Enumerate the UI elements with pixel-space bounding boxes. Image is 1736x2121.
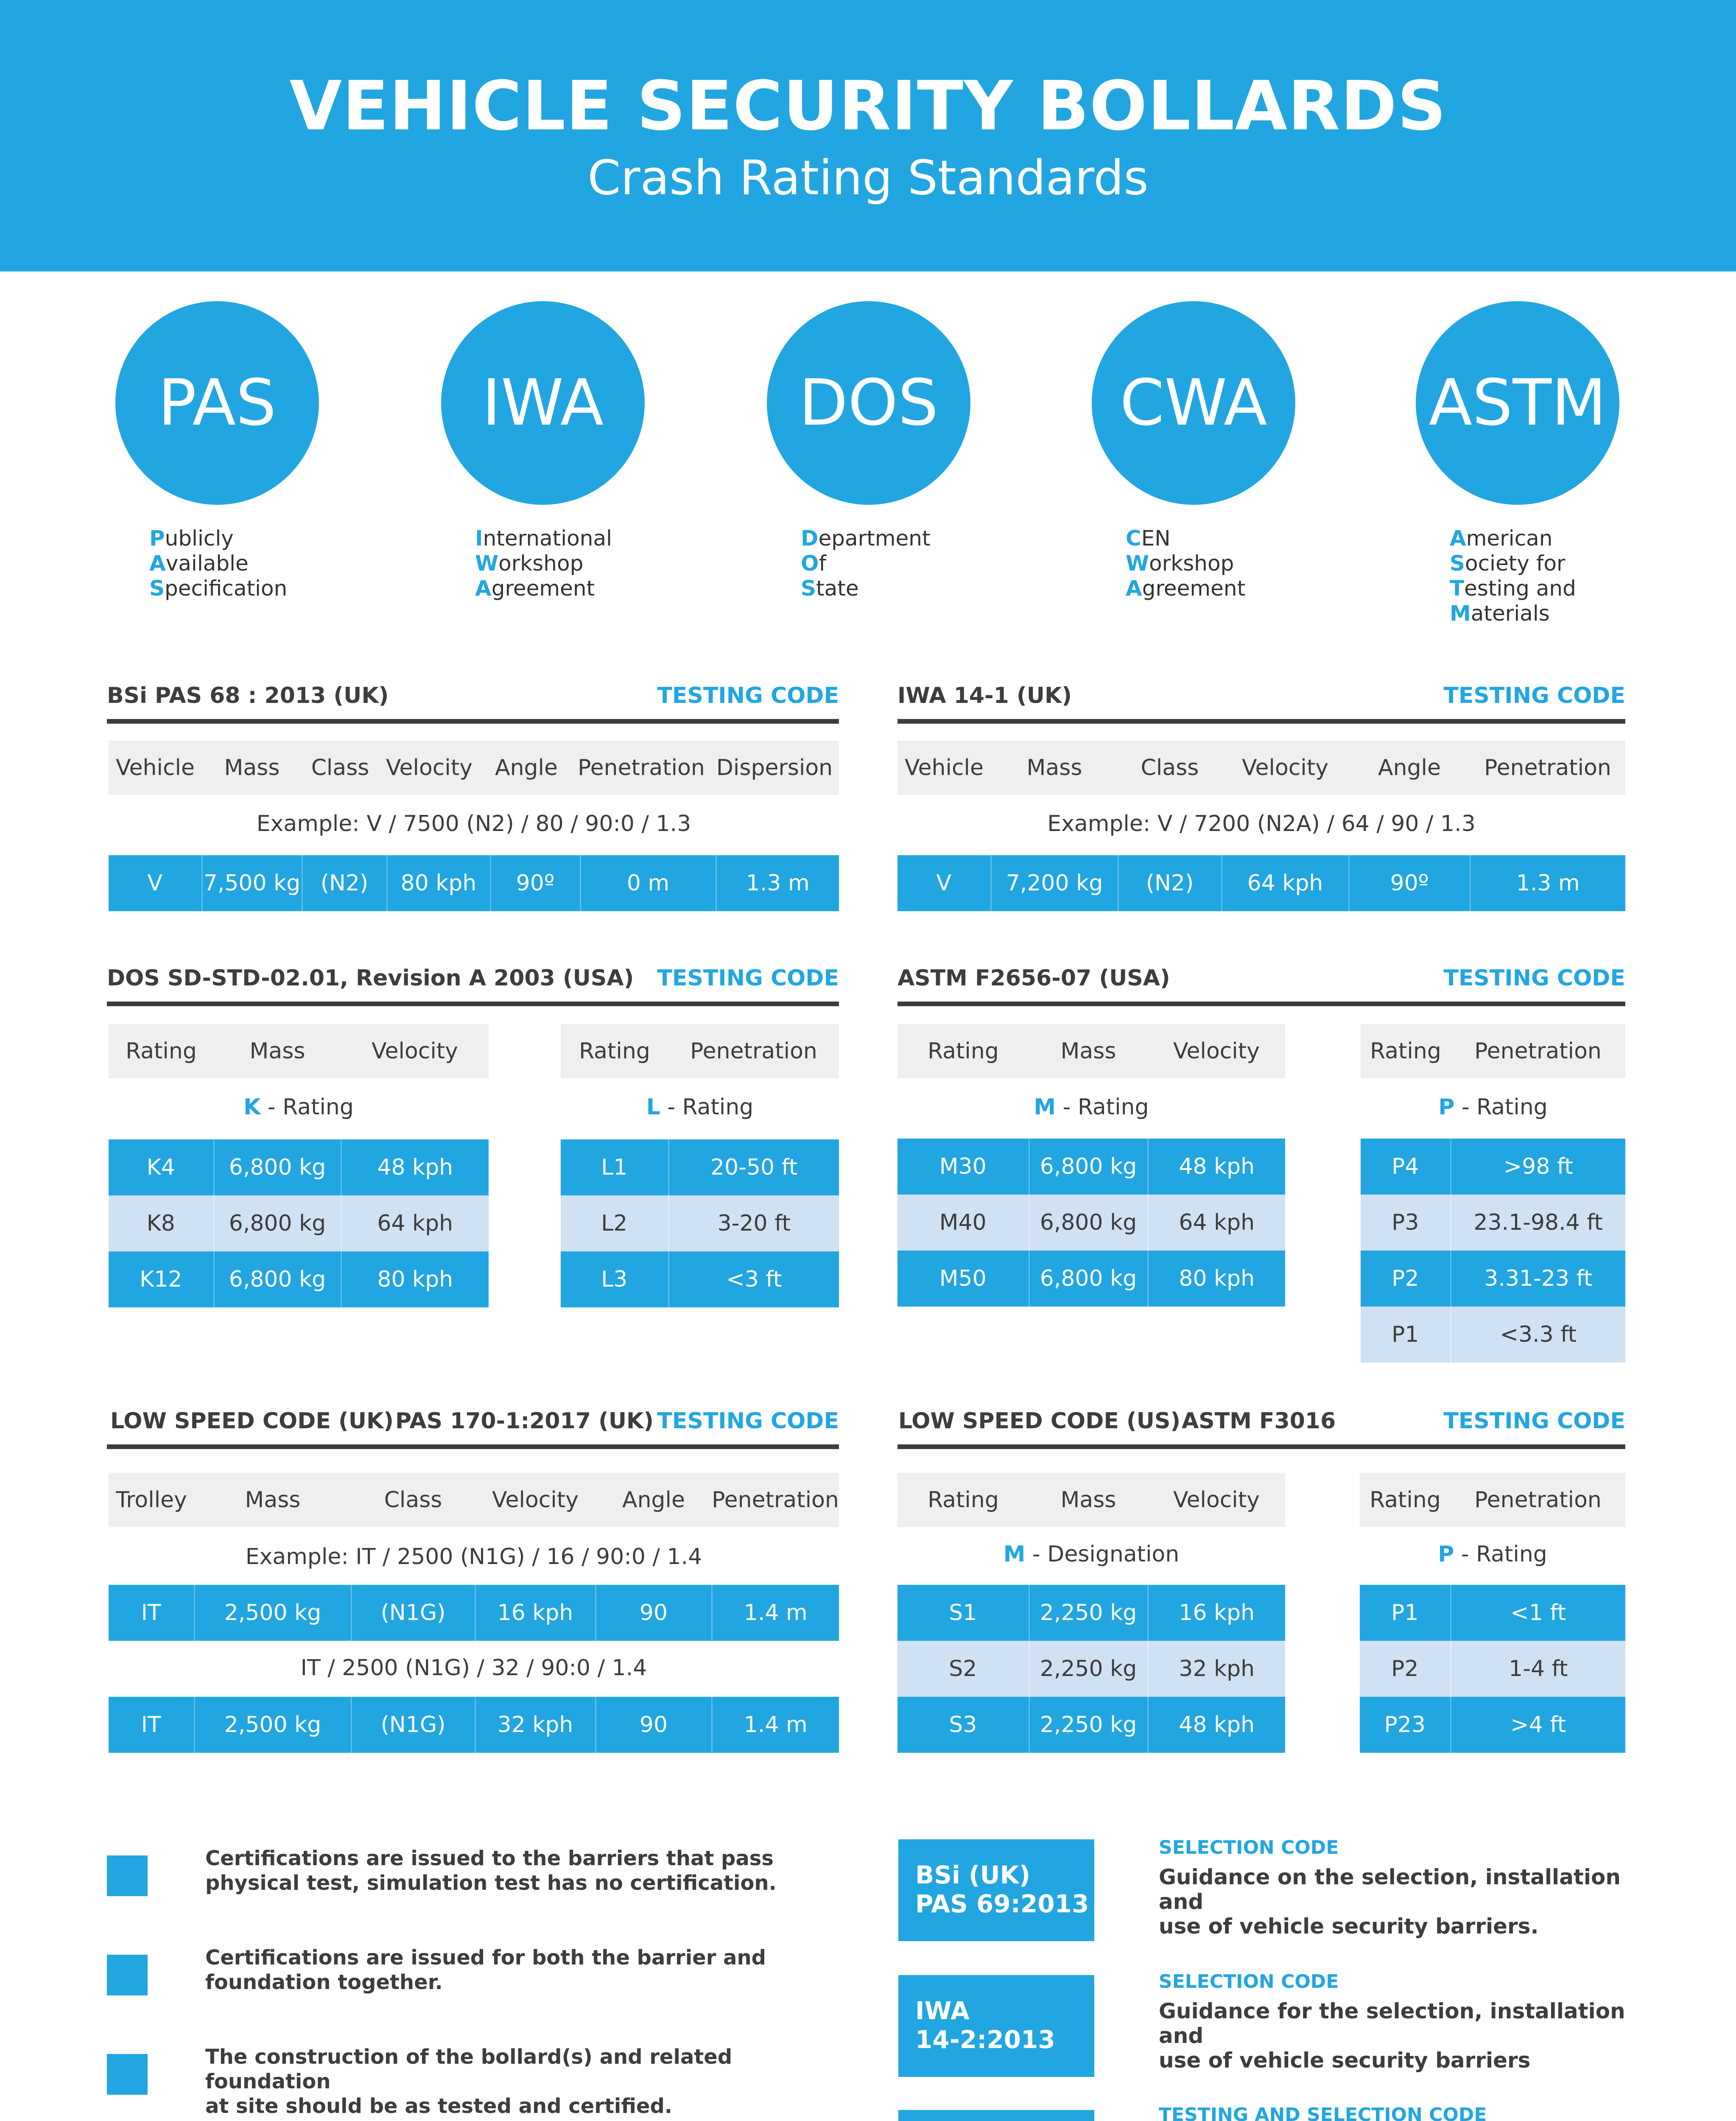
- note-bullet: [107, 2054, 148, 2095]
- table-cell: 80 kph: [387, 855, 490, 911]
- table-cell: P1: [1361, 1307, 1451, 1363]
- table-cell: P3: [1361, 1195, 1451, 1251]
- table-cell: 6,800 kg: [214, 1251, 341, 1307]
- ref-code-box: [898, 2110, 1094, 2121]
- column-header: Class: [302, 741, 378, 795]
- section-title: DOS SD-STD-02.01, Revision A 2003 (USA): [107, 965, 634, 991]
- iwa14-example-table: [897, 855, 1625, 911]
- table-cell: 1.3 m: [716, 855, 839, 911]
- table-cell: (N1G): [351, 1697, 475, 1753]
- table-cell: 32 kph: [475, 1697, 595, 1753]
- table-cell: 1-4 ft: [1451, 1641, 1625, 1697]
- table-cell: P23: [1360, 1697, 1451, 1753]
- standard-full-name: CEN Workshop Agreement: [1126, 526, 1246, 601]
- ref-code-label: SELECTION CODE: [1159, 1837, 1339, 1858]
- table-cell: M50: [897, 1251, 1029, 1307]
- table-cell: 6,800 kg: [1029, 1195, 1148, 1251]
- column-header: Velocity: [1148, 1473, 1285, 1527]
- standard-circle: ASTM: [1416, 301, 1619, 505]
- table-cell: 6,800 kg: [1029, 1251, 1148, 1307]
- table-row: [897, 1697, 1285, 1753]
- l-rating-label: L - Rating: [646, 1094, 754, 1120]
- column-header: Mass: [1029, 1473, 1148, 1527]
- p-rating-label: P - Rating: [1438, 1542, 1547, 1567]
- table-row: [897, 1641, 1285, 1697]
- table-row: [897, 855, 1625, 911]
- column-header: Rating: [897, 1024, 1029, 1078]
- column-header: Rating: [1361, 1024, 1451, 1078]
- table-cell: 20-50 ft: [668, 1139, 839, 1195]
- column-header: Mass: [214, 1024, 341, 1078]
- m-rating-label: M - Rating: [1034, 1094, 1149, 1120]
- ref-code-box: BSi (UK) PAS 69:2013: [898, 1839, 1094, 1941]
- note-text: Certifications are issued to the barriers that pass physical test, simulation test has no certification.: [205, 1847, 777, 1895]
- pas68-header-table: [109, 741, 839, 795]
- table-cell: <3 ft: [668, 1251, 839, 1307]
- note-text: The construction of the bollard(s) and related foundation at site should be as tested and certified.: [205, 2045, 732, 2118]
- standard-full-name: American Society for Testing and Materials: [1450, 526, 1576, 626]
- table-cell: S1: [897, 1585, 1029, 1641]
- table-cell: 2,500 kg: [194, 1585, 351, 1641]
- column-header: Dispersion: [710, 741, 839, 795]
- table-cell: 90º: [1349, 855, 1470, 911]
- table-row: [561, 1251, 839, 1307]
- dos-k-header-table: [109, 1024, 489, 1078]
- table-cell: M30: [897, 1139, 1029, 1195]
- note-bullet: [107, 1955, 148, 1995]
- table-header-row: [561, 1024, 839, 1078]
- table-cell: M40: [897, 1195, 1029, 1251]
- column-header: Mass: [991, 741, 1118, 795]
- column-header: Mass: [202, 741, 302, 795]
- column-header: Penetration: [573, 741, 710, 795]
- standard-pas: [115, 301, 378, 601]
- table-cell: V: [109, 855, 202, 911]
- column-header: Velocity: [341, 1024, 489, 1078]
- f3016-m-table: [897, 1585, 1285, 1753]
- column-header: Velocity: [378, 741, 480, 795]
- table-header-row: [1360, 1473, 1625, 1527]
- column-header: Rating: [1360, 1473, 1451, 1527]
- column-header: Angle: [1349, 741, 1470, 795]
- table-cell: V: [897, 855, 991, 911]
- table-cell: 23.1-98.4 ft: [1451, 1195, 1625, 1251]
- table-row: [1361, 1251, 1625, 1307]
- column-header: Rating: [109, 1024, 214, 1078]
- table-cell: 6,800 kg: [214, 1195, 341, 1251]
- table-cell: IT: [109, 1585, 194, 1641]
- dos-l-header-table: [561, 1024, 839, 1078]
- table-cell: 64 kph: [1148, 1195, 1285, 1251]
- testing-code-label: TESTING CODE: [1443, 965, 1625, 991]
- column-header: Angle: [480, 741, 573, 795]
- astm-p-table: [1361, 1139, 1625, 1363]
- standard-dos: [767, 301, 1030, 601]
- dos-k-table: [109, 1139, 489, 1307]
- column-header: Velocity: [475, 1473, 595, 1527]
- column-header: Penetration: [1470, 741, 1625, 795]
- example-code: Example: IT / 2500 (N1G) / 16 / 90:0 / 1.4: [245, 1544, 702, 1570]
- table-cell: (N2): [302, 855, 387, 911]
- table-row: [1360, 1585, 1625, 1641]
- table-cell: K8: [109, 1195, 214, 1251]
- ref-code-label: SELECTION CODE: [1159, 1971, 1339, 1992]
- table-cell: 64 kph: [341, 1195, 489, 1251]
- page-title: VEHICLE SECURITY BOLLARDS: [289, 66, 1447, 146]
- section-title: ASTM F2656-07 (USA): [897, 965, 1170, 991]
- table-header-row: [109, 1473, 839, 1527]
- section-f3016-heading: [897, 1404, 1625, 1451]
- testing-code-label: TESTING CODE: [657, 683, 839, 708]
- column-header: Angle: [595, 1473, 712, 1527]
- section-astm2656-heading: [897, 961, 1625, 1008]
- table-row: [109, 1585, 839, 1641]
- table-cell: 16 kph: [475, 1585, 595, 1641]
- ref-code-box: IWA 14-2:2013: [898, 1975, 1094, 2077]
- testing-code-label: TESTING CODE: [1443, 1408, 1625, 1434]
- table-cell: P4: [1361, 1139, 1451, 1195]
- table-cell: 16 kph: [1148, 1585, 1285, 1641]
- standard-circle: CWA: [1092, 301, 1295, 505]
- table-cell: 0 m: [580, 855, 716, 911]
- pas170-header-table: [109, 1473, 839, 1527]
- f3016-m-header-table: [897, 1473, 1285, 1527]
- pas170-example-table-1: [109, 1585, 839, 1641]
- standard-cwa: [1092, 301, 1355, 601]
- table-cell: 3.31-23 ft: [1451, 1251, 1625, 1307]
- standard-circle: IWA: [441, 301, 645, 505]
- table-cell: K4: [109, 1139, 214, 1195]
- example-code: IT / 2500 (N1G) / 32 / 90:0 / 1.4: [300, 1655, 647, 1681]
- table-row: [1361, 1195, 1625, 1251]
- iwa14-header-table: [897, 741, 1625, 795]
- table-cell: >4 ft: [1451, 1697, 1625, 1753]
- standard-circle: PAS: [115, 301, 319, 505]
- note-bullet: [107, 1855, 148, 1896]
- table-row: [897, 1251, 1285, 1307]
- column-header: Class: [1118, 741, 1222, 795]
- table-header-row: [109, 1024, 489, 1078]
- m-designation-label: M - Designation: [1003, 1542, 1180, 1567]
- table-header-row: [1361, 1024, 1625, 1078]
- section-iwa14-heading: [897, 679, 1625, 725]
- table-row: [1360, 1697, 1625, 1753]
- column-header: Rating: [897, 1473, 1029, 1527]
- table-cell: L3: [561, 1251, 668, 1307]
- section-pas68-heading: [107, 679, 839, 725]
- table-row: [109, 1139, 489, 1195]
- table-cell: 6,800 kg: [1029, 1139, 1148, 1195]
- table-cell: P2: [1360, 1641, 1451, 1697]
- column-header: Vehicle: [897, 741, 991, 795]
- testing-code-label: TESTING CODE: [657, 965, 839, 991]
- table-cell: 2,250 kg: [1029, 1585, 1148, 1641]
- page-header: [0, 0, 1736, 271]
- pas68-example-table: [109, 855, 839, 911]
- ref-code-text: Guidance for the selection, installation and use of vehicle security barriers: [1159, 1999, 1625, 2073]
- column-header: Velocity: [1222, 741, 1349, 795]
- table-cell: 7,200 kg: [991, 855, 1118, 911]
- section-subtitle: PAS 170-1:2017 (UK): [395, 1408, 654, 1434]
- table-cell: K12: [109, 1251, 214, 1307]
- standard-full-name: Department Of State: [801, 526, 931, 601]
- ref-code-label: TESTING AND SELECTION CODE: [1159, 2104, 1487, 2121]
- f3016-p-header-table: [1360, 1473, 1625, 1527]
- table-header-row: [897, 1024, 1285, 1078]
- table-cell: (N2): [1118, 855, 1222, 911]
- table-cell: P2: [1361, 1251, 1451, 1307]
- table-row: [109, 1195, 489, 1251]
- table-row: [1361, 1139, 1625, 1195]
- standard-iwa: [441, 301, 704, 601]
- table-cell: 80 kph: [341, 1251, 489, 1307]
- table-cell: S2: [897, 1641, 1029, 1697]
- table-cell: P1: [1360, 1585, 1451, 1641]
- column-header: Penetration: [712, 1473, 839, 1527]
- column-header: Trolley: [109, 1473, 194, 1527]
- table-header-row: [109, 741, 839, 795]
- table-row: [561, 1139, 839, 1195]
- f3016-p-table: [1360, 1585, 1625, 1753]
- column-header: Penetration: [1451, 1024, 1625, 1078]
- table-cell: 48 kph: [1148, 1697, 1285, 1753]
- column-header: Penetration: [668, 1024, 839, 1078]
- standard-astm: [1416, 301, 1679, 626]
- section-title: IWA 14-1 (UK): [897, 683, 1072, 708]
- section-subtitle: ASTM F3016: [1182, 1408, 1336, 1434]
- standard-circle: DOS: [767, 301, 970, 505]
- table-cell: >98 ft: [1451, 1139, 1625, 1195]
- astm-m-table: [897, 1139, 1285, 1307]
- table-cell: 64 kph: [1222, 855, 1349, 911]
- table-header-row: [897, 741, 1625, 795]
- note-text: Certifications are issued for both the barrier and foundation together.: [205, 1946, 766, 1994]
- column-header: Rating: [561, 1024, 668, 1078]
- table-cell: 1.3 m: [1470, 855, 1625, 911]
- table-cell: 90: [595, 1585, 712, 1641]
- testing-code-label: TESTING CODE: [657, 1408, 839, 1434]
- table-cell: 6,800 kg: [214, 1139, 341, 1195]
- table-cell: S3: [897, 1697, 1029, 1753]
- table-row: [109, 1697, 839, 1753]
- table-cell: 48 kph: [341, 1139, 489, 1195]
- table-cell: 80 kph: [1148, 1251, 1285, 1307]
- table-row: [1361, 1307, 1625, 1363]
- section-title: LOW SPEED CODE (UK): [110, 1408, 394, 1434]
- section-dos-heading: [107, 961, 839, 1008]
- column-header: Mass: [1029, 1024, 1148, 1078]
- table-cell: IT: [109, 1697, 194, 1753]
- column-header: Class: [351, 1473, 475, 1527]
- column-header: Penetration: [1451, 1473, 1625, 1527]
- table-cell: 2,250 kg: [1029, 1697, 1148, 1753]
- table-cell: 1.4 m: [712, 1585, 839, 1641]
- table-row: [1360, 1641, 1625, 1697]
- example-code: Example: V / 7500 (N2) / 80 / 90:0 / 1.3: [256, 811, 691, 837]
- section-title: BSi PAS 68 : 2013 (UK): [107, 683, 389, 708]
- astm-m-header-table: [897, 1024, 1285, 1078]
- section-title: LOW SPEED CODE (US): [898, 1408, 1181, 1434]
- table-cell: (N1G): [351, 1585, 475, 1641]
- section-pas170-heading: [107, 1404, 839, 1451]
- testing-code-label: TESTING CODE: [1443, 683, 1625, 708]
- astm-p-header-table: [1361, 1024, 1625, 1078]
- table-cell: 48 kph: [1148, 1139, 1285, 1195]
- table-cell: 3-20 ft: [668, 1195, 839, 1251]
- column-header: Mass: [194, 1473, 351, 1527]
- p-rating-label: P - Rating: [1438, 1094, 1548, 1120]
- standard-full-name: Publicly Available Specification: [149, 526, 288, 601]
- table-cell: 90: [595, 1697, 712, 1753]
- table-cell: L1: [561, 1139, 668, 1195]
- table-cell: L2: [561, 1195, 668, 1251]
- table-cell: 1.4 m: [712, 1697, 839, 1753]
- table-cell: <1 ft: [1451, 1585, 1625, 1641]
- dos-l-table: [561, 1139, 839, 1307]
- table-cell: 32 kph: [1148, 1641, 1285, 1697]
- table-cell: 2,250 kg: [1029, 1641, 1148, 1697]
- table-row: [897, 1139, 1285, 1195]
- table-cell: <3.3 ft: [1451, 1307, 1625, 1363]
- table-row: [897, 1195, 1285, 1251]
- k-rating-label: K - Rating: [243, 1094, 354, 1120]
- column-header: Velocity: [1148, 1024, 1285, 1078]
- table-cell: 2,500 kg: [194, 1697, 351, 1753]
- table-row: [109, 855, 839, 911]
- table-cell: 7,500 kg: [202, 855, 302, 911]
- column-header: Vehicle: [109, 741, 202, 795]
- table-row: [897, 1585, 1285, 1641]
- pas170-example-table-2: [109, 1697, 839, 1753]
- table-row: [109, 1251, 489, 1307]
- table-row: [561, 1195, 839, 1251]
- standard-full-name: International Workshop Agreement: [475, 526, 612, 601]
- table-cell: 90º: [490, 855, 580, 911]
- ref-code-text: Guidance on the selection, installation and use of vehicle security barriers.: [1159, 1865, 1621, 1939]
- page-subtitle: Crash Rating Standards: [587, 151, 1149, 206]
- example-code: Example: V / 7200 (N2A) / 64 / 90 / 1.3: [1047, 811, 1476, 837]
- table-header-row: [897, 1473, 1285, 1527]
